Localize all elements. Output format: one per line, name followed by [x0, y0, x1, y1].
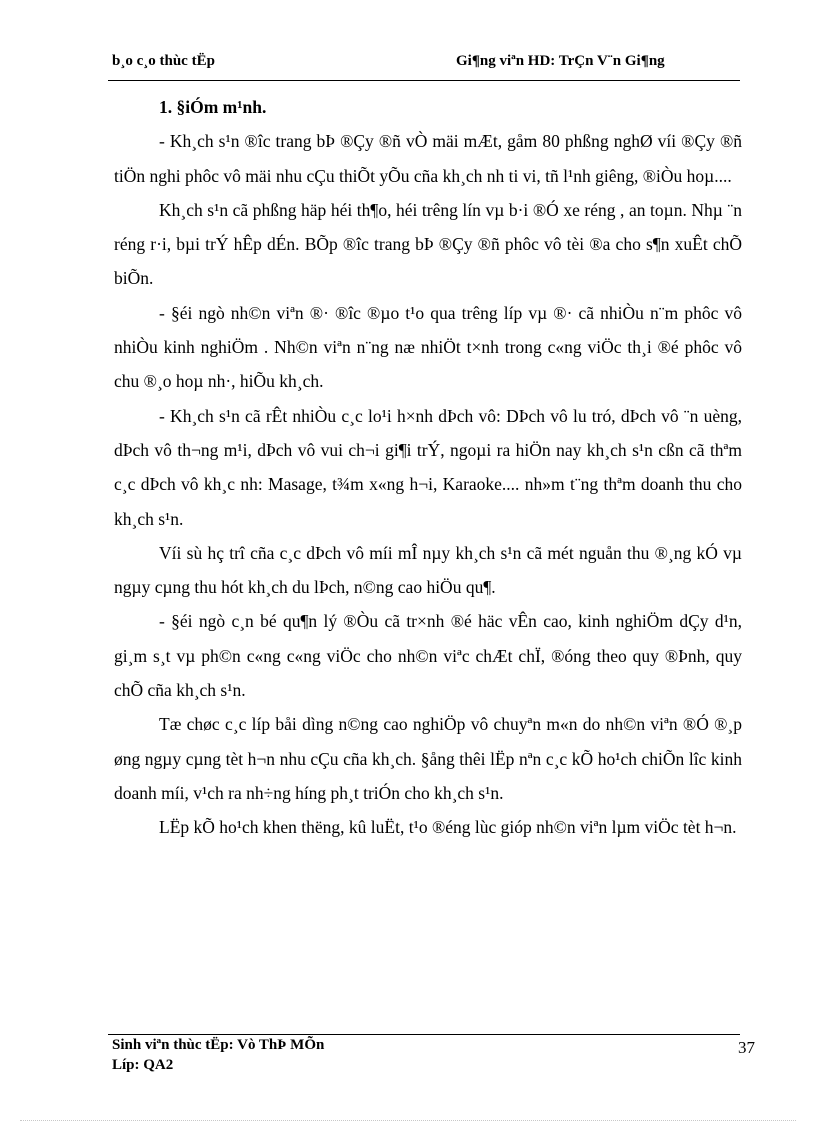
section-heading: 1. §iÓm m¹nh.	[159, 97, 267, 117]
footer-divider	[108, 1034, 740, 1035]
page-edge-divider	[20, 1120, 796, 1121]
paragraph-1: - Kh¸ch s¹n ®îc trang bÞ ®Çy ®ñ vÒ mäi mÆt, gåm 80 phßng nghØ víi ®Çy ®ñ tiÖn nghi phôc vô mäi nhu cÇu thiÕt yÕu cña kh¸ch nh ti vi, tñ l¹nh giêng, ®iÒu hoµ....	[114, 131, 742, 186]
body-text	[114, 90, 742, 845]
paragraph-8: LËp kÕ ho¹ch khen thëng, kû luËt, t¹o ®éng lùc gióp nh©n viªn lµm viÖc tèt h¬n.	[159, 817, 737, 838]
footer-student: Sinh viªn thùc tËp: Vò ThÞ MÕn	[112, 1037, 325, 1053]
header-divider	[108, 80, 740, 81]
footer-class: Líp: QA2	[112, 1057, 174, 1073]
paragraph-7: Tæ chøc c¸c líp båi dìng n©ng cao nghiÖp vô chuyªn m«n do nh©n viªn ®Ó ®¸p øng ngµy cµng tèt h¬n nhu cÇu cña kh¸ch. §ång thêi lËp nªn c¸c kÕ ho¹ch chiÕn lîc kinh doanh míi, v¹ch ra nh÷ng híng ph¸t triÓn cho kh¸ch s¹n.	[114, 714, 742, 803]
page-number: 37	[738, 1038, 755, 1057]
paragraph-3: - §éi ngò nh©n viªn ®· ®îc ®µo t¹o qua trêng líp vµ ®· cã nhiÒu n¨m phôc vô nhiÒu kinh nghiÖm . Nh©n viªn n¨ng næ nhiÖt t×nh trong c«ng viÖc th¸i ®é phôc vô chu ®¸o hoµ nh·, hiÕu kh¸ch.	[114, 302, 742, 392]
paragraph-5: Víi sù hç trî cña c¸c dÞch vô míi mÎ nµy kh¸ch s¹n cã mét nguån thu ®¸ng kÓ vµ ngµy cµng thu hót kh¸ch du lÞch, n©ng cao hiÖu qu¶.	[114, 542, 742, 598]
paragraph-4: - Kh¸ch s¹n cã rÊt nhiÒu c¸c lo¹i h×nh dÞch vô: DÞch vô lu tró, dÞch vô ¨n uèng, dÞch vô th¬ng m¹i, dÞch vô vui ch¬i gi¶i trÝ, ngoµi ra hiÖn nay kh¸ch s¹n cßn cã thªm c¸c dÞch vô kh¸c nh: Masage, t¾m x«ng h¬i, Karaoke.... nh»m t¨ng thªm doanh thu cho kh¸ch s¹n.	[114, 405, 742, 529]
header-report-title: b¸o c¸o thùc tËp	[112, 53, 215, 69]
paragraph-2: Kh¸ch s¹n cã phßng häp héi th¶o, héi trêng lín vµ b·i ®Ó xe réng , an toµn. Nhµ ¨n réng r·i, bµi trÝ hÊp dÉn. BÕp ®îc trang bÞ ®Çy ®ñ phôc vô tèi ®a cho s¶n xuÊt chÕ biÕn.	[114, 199, 742, 289]
paragraph-6: - §éi ngò c¸n bé qu¶n lý ®Òu cã tr×nh ®é häc vÊn cao, kinh nghiÖm dÇy d¹n, gi¸m s¸t vµ ph©n c«ng c«ng viÖc cho nh©n viªc chÆt chÏ, ®óng theo quy ®Þnh, quy chÕ cña kh¸ch s¹n.	[114, 611, 742, 701]
header-instructor: Gi¶ng viªn HD: TrÇn V¨n Gi¶ng	[456, 53, 665, 69]
